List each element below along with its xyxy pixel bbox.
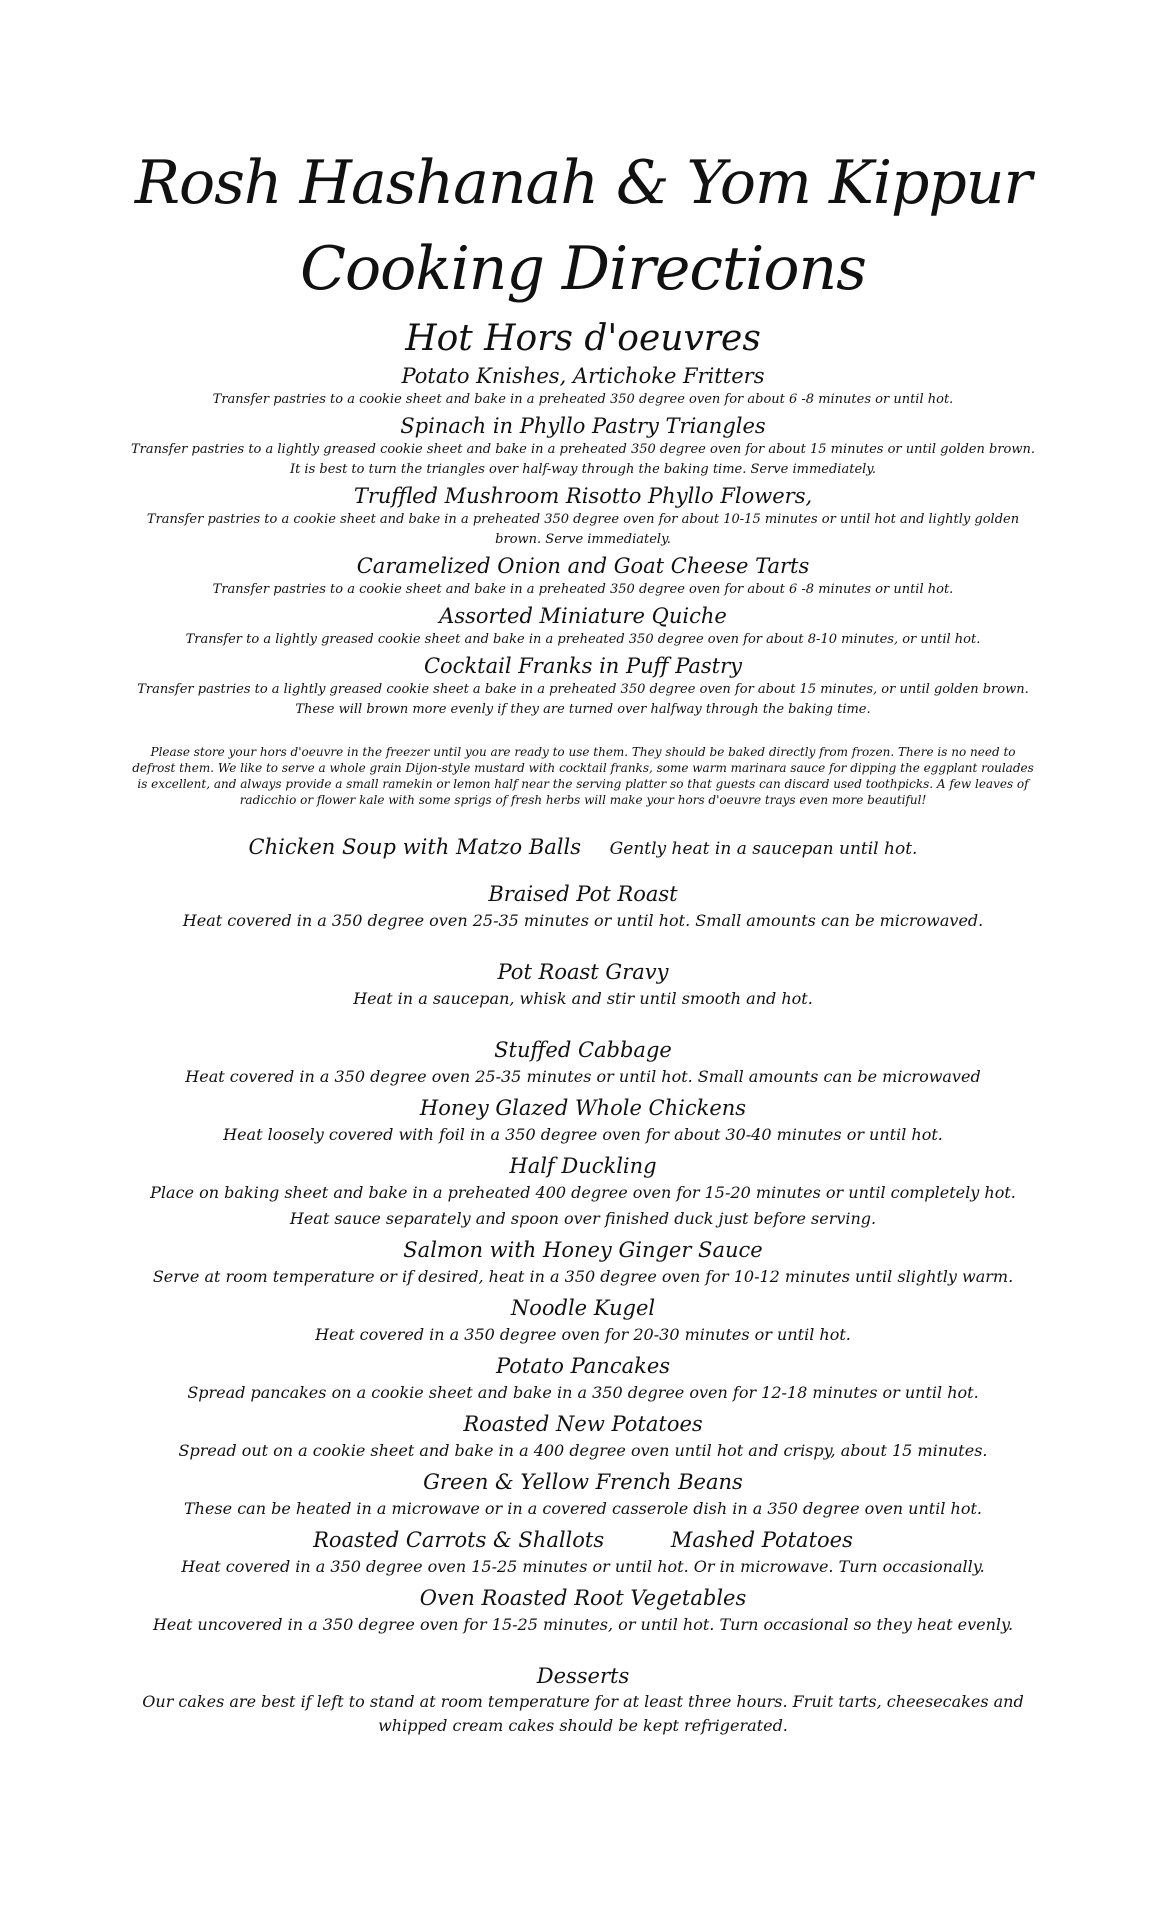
carrots-potatoes-heading bbox=[130, 1526, 1036, 1554]
item-directions: Transfer pastries to a cookie sheet and bake in a preheated 350 degree oven for about 10-15 minutes or until hot and lightly golden brown. Serve immediately. bbox=[146, 512, 1020, 547]
item-name: Noodle Kugel bbox=[510, 1296, 656, 1320]
item-name: Mashed Potatoes bbox=[670, 1528, 853, 1552]
item-name: Truffled Mushroom Risotto Phyllo Flowers, bbox=[353, 484, 813, 508]
page-title bbox=[130, 140, 1036, 312]
title-line-1: Rosh Hashanah & Yom Kippur bbox=[134, 148, 1032, 218]
item-name: Roasted New Potatoes bbox=[463, 1412, 703, 1436]
item-directions: Transfer pastries to a lightly greased cookie sheet a bake in a preheated 350 degree oven for about 15 minutes, or until golden brown. These will brown more evenly if they are turned over halfway through the baking time. bbox=[137, 682, 1029, 717]
item-directions: Heat in a saucepan, whisk and stir until smooth and hot. bbox=[353, 989, 813, 1008]
item-name: Oven Roasted Root Vegetables bbox=[419, 1586, 747, 1610]
item-directions: Heat covered in a 350 degree oven 15-25 minutes or until hot. Or in microwave. Turn occasionally. bbox=[181, 1557, 985, 1576]
soup-entry bbox=[130, 832, 1036, 864]
item-directions: Our cakes are best if left to stand at room temperature for at least three hours. Fruit tarts, cheesecakes and whipped cream cakes should be kept refrigerated. bbox=[142, 1692, 1024, 1735]
item-name: Potato Pancakes bbox=[495, 1354, 671, 1378]
section-heading: Hot Hors d'oeuvres bbox=[405, 318, 761, 359]
item-directions: Transfer pastries to a cookie sheet and bake in a preheated 350 degree oven for about 6 -8 minutes or until hot. bbox=[212, 392, 954, 407]
item-directions: Heat covered in a 350 degree oven for 20-30 minutes or until hot. bbox=[315, 1325, 851, 1344]
hors-doeuvres-section bbox=[130, 316, 1036, 808]
item-directions: Place on baking sheet and bake in a preheated 400 degree oven for 15-20 minutes or until completely hot. Heat sauce separately and spoon over finished duck just before serving. bbox=[150, 1183, 1016, 1228]
item-name: Chicken Soup with Matzo Balls bbox=[248, 835, 581, 859]
item-directions: Gently heat in a saucepan until hot. bbox=[609, 839, 918, 859]
item-name: Cocktail Franks in Puff Pastry bbox=[423, 654, 743, 678]
storage-note: Please store your hors d'oeuvre in the freezer until you are ready to use them. They should be baked directly from frozen. There is no need to defrost them. We like to serve a whole grain Dijon-style mustard with cocktail franks, some warm marinara sauce for dipping the eggplant roulades is excellent, and always provide a small ramekin or lemon half near the serving platter so that guests can discard used toothpicks. A few leaves of radicchio or flower kale with some sprigs of fresh herbs will make your hors d'oeuvre trays even more beautiful! bbox=[132, 745, 1034, 807]
main-dishes-section bbox=[130, 880, 1036, 1738]
title-line-2: Cooking Directions bbox=[300, 234, 866, 304]
item-name: Braised Pot Roast bbox=[488, 882, 678, 906]
item-directions: Spread pancakes on a cookie sheet and bake in a 350 degree oven for 12-18 minutes or until hot. bbox=[187, 1383, 979, 1402]
item-name: Pot Roast Gravy bbox=[497, 960, 669, 984]
item-name: Green & Yellow French Beans bbox=[423, 1470, 743, 1494]
item-directions: Heat loosely covered with foil in a 350 degree oven for about 30-40 minutes or until hot. bbox=[223, 1125, 943, 1144]
item-name: Assorted Miniature Quiche bbox=[439, 604, 727, 628]
item-name: Spinach in Phyllo Pastry Triangles bbox=[400, 414, 766, 438]
item-directions: Serve at room temperature or if desired, heat in a 350 degree oven for 10-12 minutes until slightly warm. bbox=[152, 1267, 1014, 1286]
item-name: Half Duckling bbox=[509, 1154, 657, 1178]
item-name: Honey Glazed Whole Chickens bbox=[419, 1096, 747, 1120]
cooking-directions-page bbox=[130, 140, 1036, 1742]
item-name: Desserts bbox=[536, 1664, 630, 1688]
item-name: Stuffed Cabbage bbox=[494, 1038, 672, 1062]
item-directions: Spread out on a cookie sheet and bake in a 400 degree oven until hot and crispy, about 15 minutes. bbox=[178, 1441, 988, 1460]
item-directions: Transfer pastries to a lightly greased cookie sheet and bake in a preheated 350 degree oven for about 15 minutes or until golden brown. It is best to turn the triangles over half-way through the baking time. Serve immediately. bbox=[130, 442, 1036, 477]
item-name: Caramelized Onion and Goat Cheese Tarts bbox=[356, 554, 810, 578]
item-directions: Transfer to a lightly greased cookie sheet and bake in a preheated 350 degree oven for about 8-10 minutes, or until hot. bbox=[185, 632, 981, 647]
item-directions: Heat covered in a 350 degree oven 25-35 minutes or until hot. Small amounts can be microwaved bbox=[185, 1067, 981, 1086]
item-name: Potato Knishes, Artichoke Fritters bbox=[401, 364, 765, 388]
item-directions: Heat uncovered in a 350 degree oven for 15-25 minutes, or until hot. Turn occasional so they heat evenly. bbox=[152, 1615, 1014, 1634]
item-name: Salmon with Honey Ginger Sauce bbox=[403, 1238, 763, 1262]
item-directions: Heat covered in a 350 degree oven 25-35 minutes or until hot. Small amounts can be microwaved. bbox=[182, 911, 984, 930]
desserts-section bbox=[130, 1662, 1036, 1738]
item-directions: These can be heated in a microwave or in a covered casserole dish in a 350 degree oven until hot. bbox=[183, 1499, 982, 1518]
item-directions: Transfer pastries to a cookie sheet and bake in a preheated 350 degree oven for about 6 -8 minutes or until hot. bbox=[212, 582, 954, 597]
item-name: Roasted Carrots & Shallots bbox=[313, 1528, 605, 1552]
